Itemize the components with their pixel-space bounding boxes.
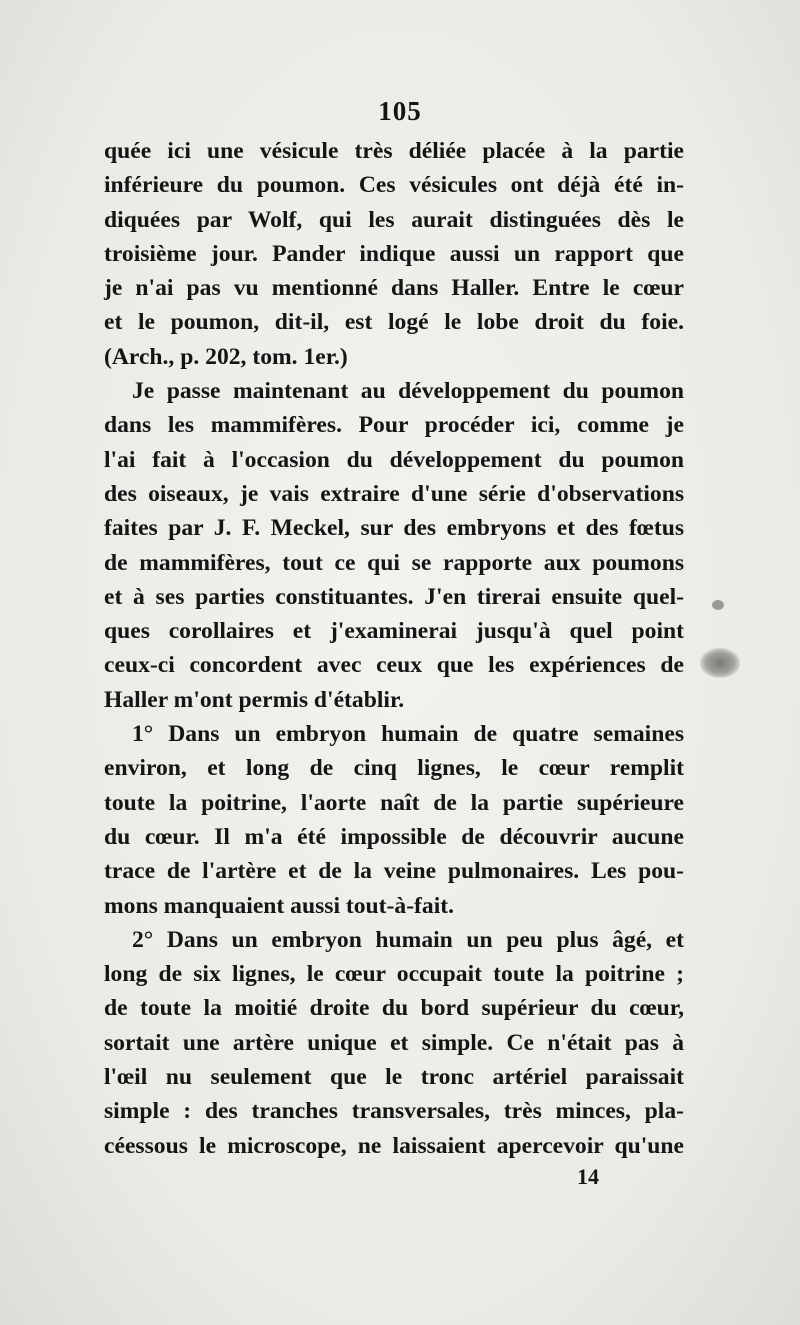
page-number: 105 [378, 96, 422, 126]
text-line: environ, et long de cinq lignes, le cœur remplit [104, 755, 684, 782]
text-line: long de six lignes, le cœur occupait toute la poitrine ; [104, 961, 684, 988]
text-line: du cœur. Il m'a été impossible de découvrir aucune [104, 823, 684, 850]
text-line: de mammifères, tout ce qui se rapporte aux poumons [104, 549, 684, 576]
text-line: sortait une artère unique et simple. Ce n'était pas à [104, 1029, 684, 1056]
text-line: diquées par Wolf, qui les aurait distinguées dès le [104, 206, 684, 233]
text-line: (Arch., p. 202, tom. 1er.) [104, 343, 348, 370]
text-line: 1° Dans un embryon humain de quatre semaines [132, 721, 684, 748]
text-line: je n'ai pas vu mentionné dans Haller. Entre le cœur [104, 275, 684, 302]
text-line: toute la poitrine, l'aorte naît de la partie supérieure [104, 789, 684, 816]
ink-stain [700, 648, 740, 678]
text-line: faites par J. F. Meckel, sur des embryons et des fœtus [104, 515, 684, 542]
text-line: et le poumon, dit-il, est logé le lobe droit du foie. [104, 309, 684, 336]
text-line: ceux-ci concordent avec ceux que les expériences de [104, 652, 684, 679]
ink-spot [712, 600, 724, 610]
text-line: ques corollaires et j'examinerai jusqu'à quel point [104, 618, 684, 645]
text-line: céessous le microscope, ne laissaient apercevoir qu'une [104, 1132, 684, 1159]
text-line: 2° Dans un embryon humain un peu plus âgé, et [132, 926, 684, 953]
text-line: inférieure du poumon. Ces vésicules ont déjà été in- [104, 172, 684, 199]
text-line: Haller m'ont permis d'établir. [104, 686, 405, 713]
signature-mark: 14 [577, 1164, 599, 1189]
text-line: l'œil nu seulement que le tronc artériel paraissait [104, 1064, 684, 1091]
body-text [104, 134, 684, 1163]
text-line: de toute la moitié droite du bord supérieur du cœur, [104, 995, 684, 1022]
text-line: troisième jour. Pander indique aussi un rapport que [104, 240, 684, 267]
text-line: des oiseaux, je vais extraire d'une série d'observations [104, 480, 684, 507]
text-line: simple : des tranches transversales, très minces, pla- [104, 1098, 684, 1125]
text-line: Je passe maintenant au développement du poumon [132, 378, 684, 405]
text-line: l'ai fait à l'occasion du développement du poumon [104, 446, 684, 473]
text-line: quée ici une vésicule très déliée placée à la partie [104, 138, 684, 164]
text-line: trace de l'artère et de la veine pulmonaires. Les pou- [104, 858, 684, 885]
text-line: dans les mammifères. Pour procéder ici, comme je [104, 412, 684, 439]
text-line: et à ses parties constituantes. J'en tirerai ensuite quel- [104, 583, 684, 610]
text-line: mons manquaient aussi tout-à-fait. [104, 892, 455, 919]
